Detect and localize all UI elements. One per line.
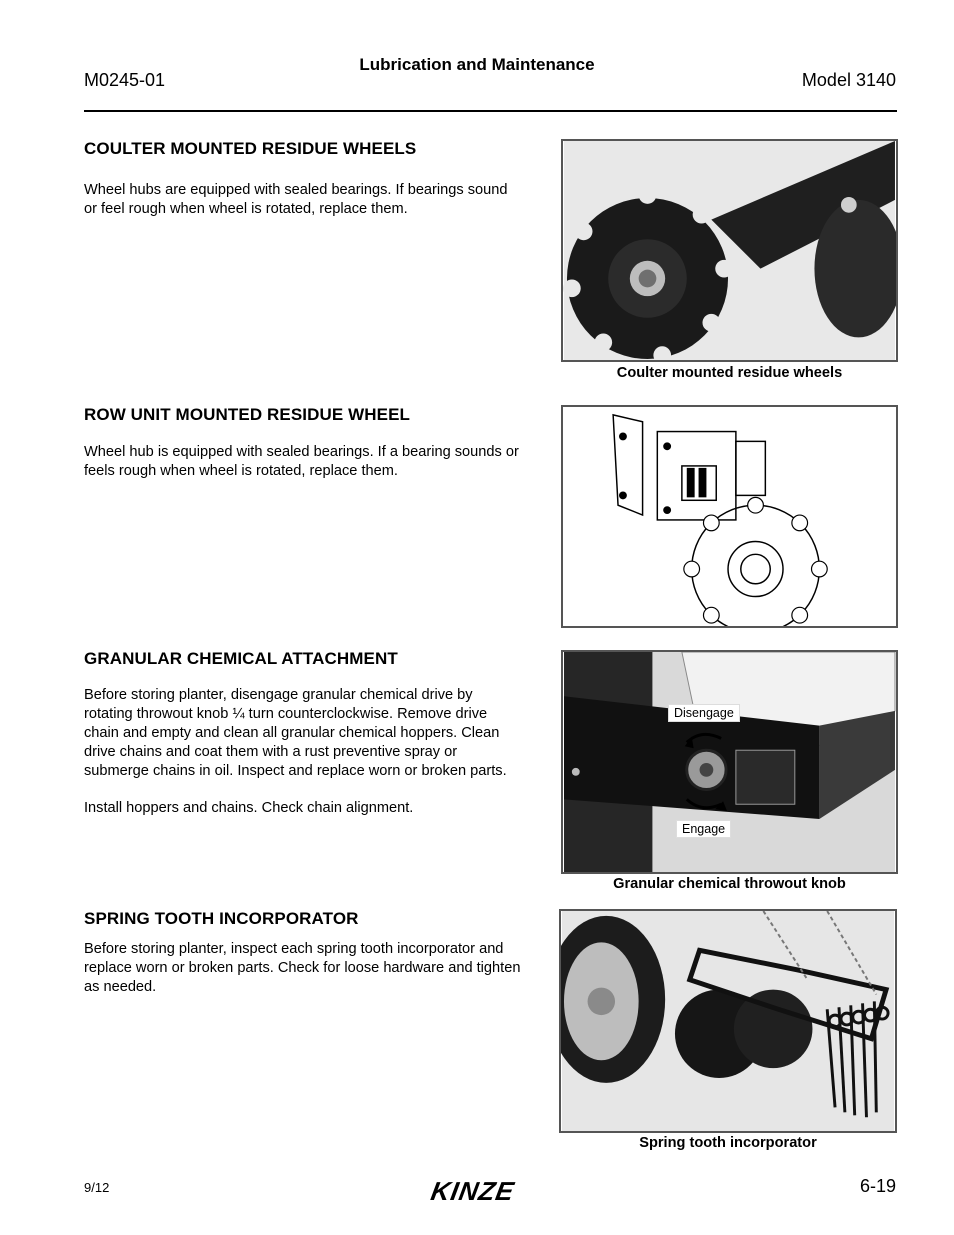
row-unit-wheel-drawing — [561, 405, 898, 628]
header-rule — [84, 110, 897, 112]
page-number: 6-19 — [859, 1176, 896, 1196]
section-title-granular: GRANULAR CHEMICAL ATTACHMENT — [84, 649, 398, 668]
throwout-knob-illustration — [563, 652, 896, 872]
figure-caption-spring-tooth: Spring tooth incorporator — [639, 1135, 817, 1151]
spring-tooth-illustration — [561, 911, 895, 1131]
figure-caption-granular: Granular chemical throwout knob — [613, 876, 846, 892]
section-body-spring-tooth — [84, 940, 524, 997]
throwout-knob-photo — [561, 650, 898, 874]
kinze-logo-text: KINZE — [430, 1176, 517, 1206]
paragraph: Before storing planter, inspect each spring tooth incorporator and replace worn or broken parts. Check for loose hardware and tighten as needed. — [84, 941, 521, 995]
coulter-wheel-photo — [561, 139, 898, 362]
section-body-coulter — [84, 181, 524, 219]
section-title-row-unit: ROW UNIT MOUNTED RESIDUE WHEEL — [84, 405, 410, 424]
spring-tooth-photo — [559, 909, 897, 1133]
paragraph: Wheel hubs are equipped with sealed bearings. If bearings sound or feel rough when wheel is rotated, replace them. — [84, 182, 508, 217]
paragraph: Before storing planter, disengage granular chemical drive by rotating throwout knob ¼ turn counterclockwise. Remove drive chain and empty and clean all granular chemical hoppers. Clean drive chains and coat them with a rust preventive spray or submerge chains in oil. Inspect and replace worn or broken parts. — [84, 687, 507, 779]
section-body-row-unit — [84, 443, 524, 481]
footer-date: 9/12 — [84, 1180, 110, 1195]
figure-caption-coulter: Coulter mounted residue wheels — [616, 365, 843, 381]
section-title-spring-tooth: SPRING TOOTH INCORPORATOR — [84, 909, 359, 928]
model-label: Model 3140 — [801, 70, 896, 90]
callout-engage: Engage — [676, 820, 731, 838]
coulter-wheel-illustration — [563, 141, 896, 360]
row-unit-wheel-illustration — [563, 407, 896, 626]
paragraph: Install hoppers and chains. Check chain alignment. — [84, 800, 414, 816]
kinze-logo — [430, 1176, 550, 1206]
paragraph: Wheel hub is equipped with sealed bearings. If a bearing sounds or feels rough when wheel is rotated, replace them. — [84, 444, 519, 479]
kinze-logo-mark — [430, 1176, 550, 1206]
section-title-coulter: COULTER MOUNTED RESIDUE WHEELS — [84, 139, 417, 158]
running-header-title: Lubrication and Maintenance — [359, 55, 595, 74]
callout-disengage: Disengage — [668, 704, 740, 722]
document-number: M0245-01 — [84, 70, 166, 90]
section-body-granular — [84, 686, 524, 818]
